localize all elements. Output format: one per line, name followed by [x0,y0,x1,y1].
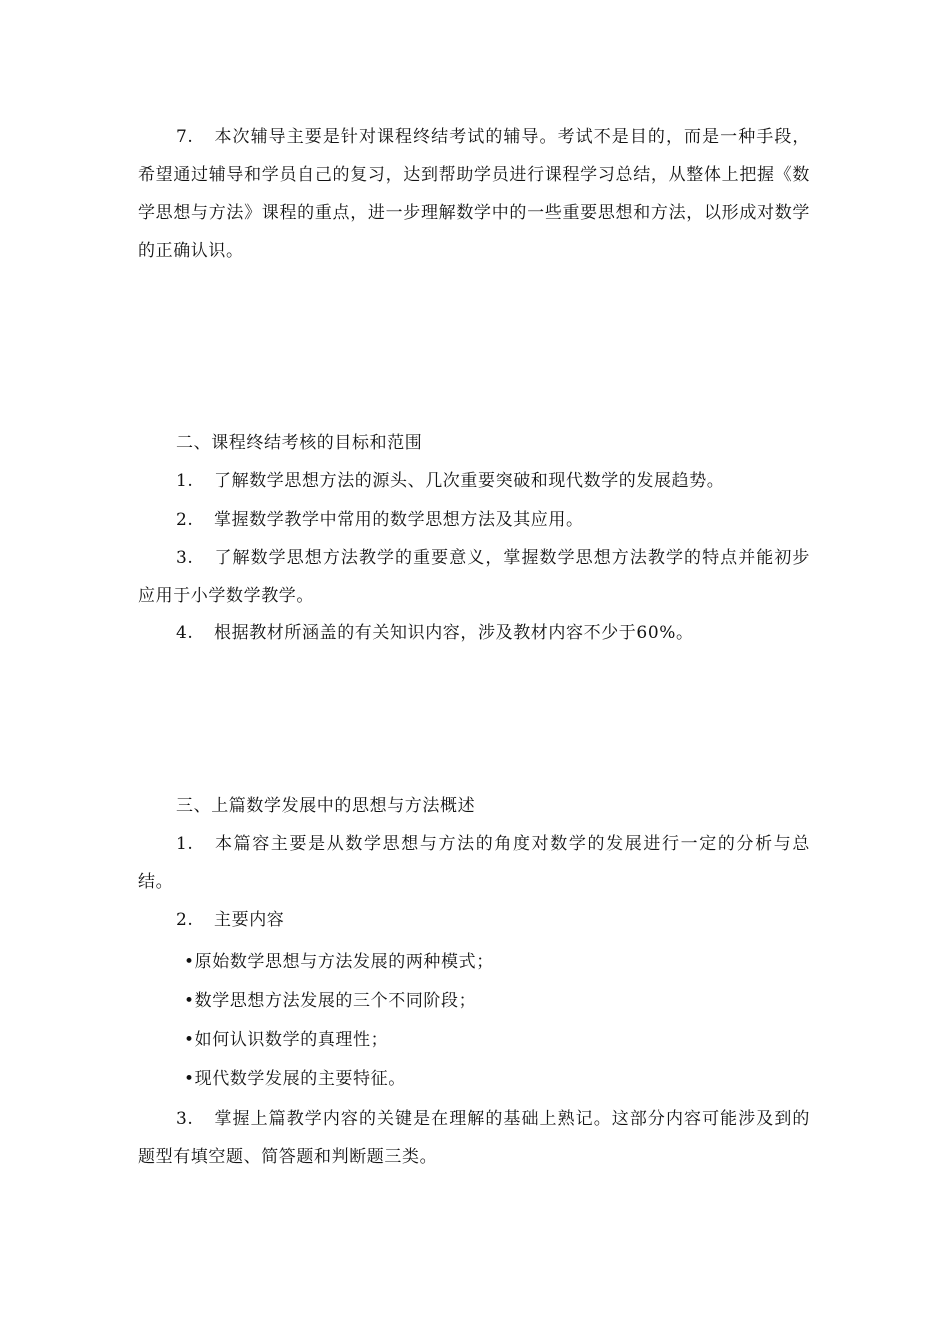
bullet-item: •数学思想方法发展的三个不同阶段； [184,991,477,1011]
list-item [138,825,810,901]
item-number: 3. [176,548,194,568]
list-item [138,1100,810,1176]
paragraph-item-7 [138,118,810,270]
item-text: 本次辅导主要是针对课程终结考试的辅导。考试不是目的，而是一种手段，希望通过辅导和学员自己的复习，达到帮助学员进行课程学习总结，从整体上把握《数学思想与方法》课程的重点，进一步理解数学中的一些重要思想和方法，以形成对数学的正确认识。 [138,127,810,261]
item-number: 3. [176,1109,194,1129]
list-item [138,462,810,500]
item-number: 2. [176,910,194,930]
bullet-item: •原始数学思想与方法发展的两种模式； [184,952,494,972]
item-text: 根据教材所涵盖的有关知识内容，涉及教材内容不少于60%。 [214,623,694,643]
item-number: 1. [176,834,194,854]
item-number: 1. [176,471,194,491]
section-heading-3: 三、上篇数学发展中的思想与方法概述 [176,796,476,816]
item-text: 了解数学思想方法教学的重要意义，掌握数学思想方法教学的特点并能初步应用于小学数学教学。 [138,548,810,606]
list-item [138,539,810,615]
list-item [138,501,810,539]
item-number: 4. [176,623,194,643]
item-text: 掌握数学教学中常用的数学思想方法及其应用。 [214,510,584,530]
list-item [138,614,810,652]
bullet-item: •如何认识数学的真理性； [184,1030,389,1050]
section-heading-2: 二、课程终结考核的目标和范围 [176,433,423,453]
list-item [138,901,810,939]
item-number: 2. [176,510,194,530]
item-number: 7. [176,127,194,147]
item-text: 主要内容 [214,910,285,930]
item-text: 掌握上篇教学内容的关键是在理解的基础上熟记。这部分内容可能涉及到的题型有填空题、简答题和判断题三类。 [138,1109,810,1167]
item-text: 本篇容主要是从数学思想与方法的角度对数学的发展进行一定的分析与总结。 [138,834,810,892]
item-text: 了解数学思想方法的源头、几次重要突破和现代数学的发展趋势。 [214,471,725,491]
bullet-item: •现代数学发展的主要特征。 [184,1069,406,1089]
